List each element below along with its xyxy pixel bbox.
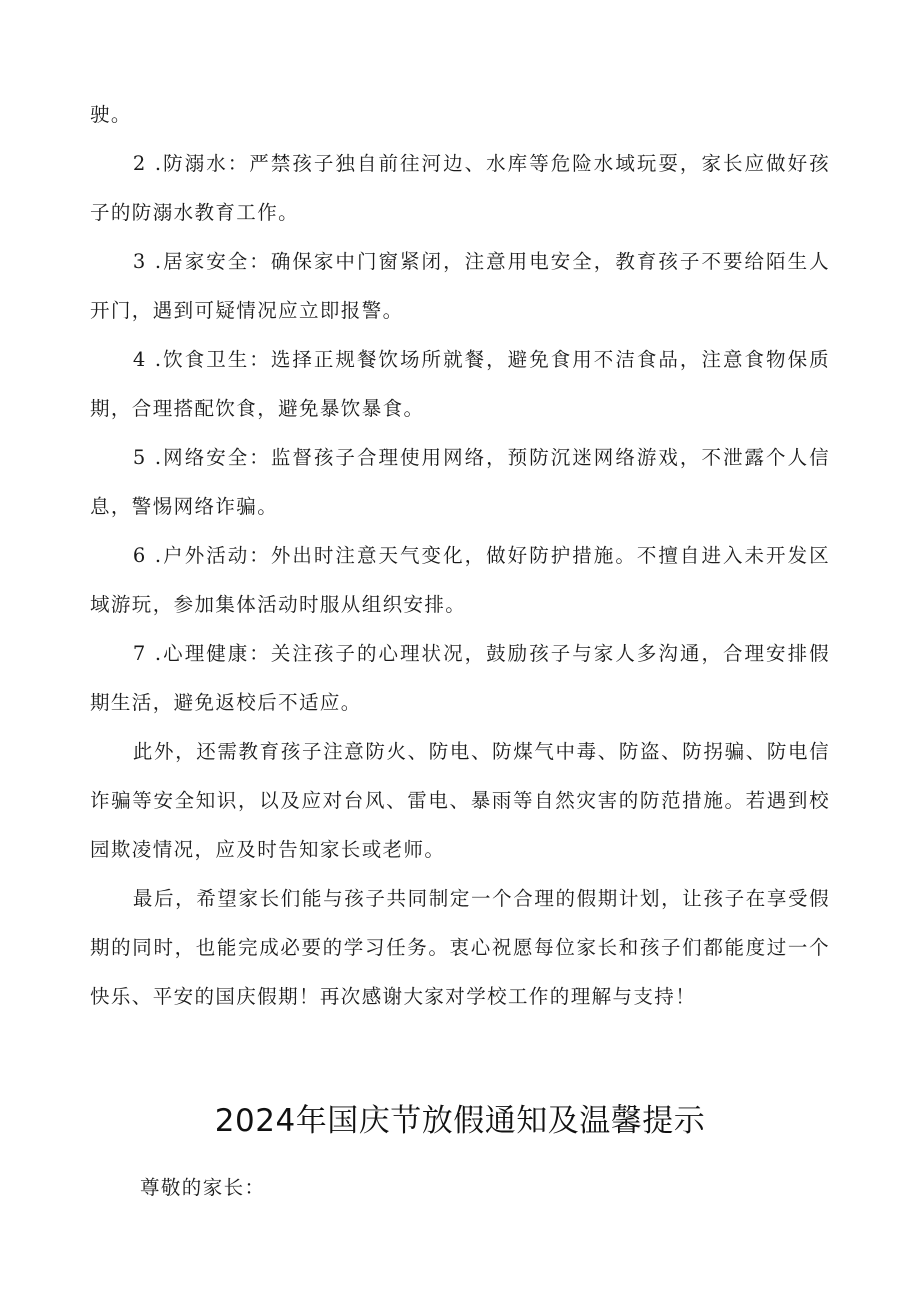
notice-title: 2024年国庆节放假通知及温馨提示 [214, 1103, 706, 1139]
item-outdoor-activities: 6 .户外活动：外出时注意天气变化，做好防护措施。不擅自进入未开发区域游玩，参加集体活动时服从组织安排。 [90, 544, 830, 616]
salutation: 尊敬的家长： [140, 1176, 266, 1199]
extra-safety-paragraph: 此外，还需教育孩子注意防火、防电、防煤气中毒、防盗、防拐骗、防电信诈骗等安全知识，以及应对台风、雷电、暴雨等自然灾害的防范措施。若遇到校园欺凌情况，应及时告知家长或老师。 [90, 740, 830, 861]
item-food-hygiene: 4 .饮食卫生：选择正规餐饮场所就餐，避免食用不洁食品，注意食物保质期，合理搭配饮食，避免暴饮暴食。 [90, 348, 830, 420]
closing-paragraph: 最后，希望家长们能与孩子共同制定一个合理的假期计划，让孩子在享受假期的同时，也能完成必要的学习任务。衷心祝愿每位家长和孩子们都能度过一个快乐、平安的国庆假期！再次感谢大家对学校工作的理解与支持！ [90, 887, 830, 1008]
item-network-safety: 5 .网络安全：监督孩子合理使用网络，预防沉迷网络游戏，不泄露个人信息，警惕网络诈骗。 [90, 446, 830, 518]
continuation-text: 驶。 [90, 103, 132, 126]
item-home-safety: 3 .居家安全：确保家中门窗紧闭，注意用电安全，教育孩子不要给陌生人开门，遇到可疑情况应立即报警。 [90, 250, 830, 322]
item-mental-health: 7 .心理健康：关注孩子的心理状况，鼓励孩子与家人多沟通，合理安排假期生活，避免返校后不适应。 [90, 642, 830, 714]
item-drowning-prevention: 2 .防溺水：严禁孩子独自前往河边、水库等危险水域玩耍，家长应做好孩子的防溺水教育工作。 [90, 152, 830, 224]
